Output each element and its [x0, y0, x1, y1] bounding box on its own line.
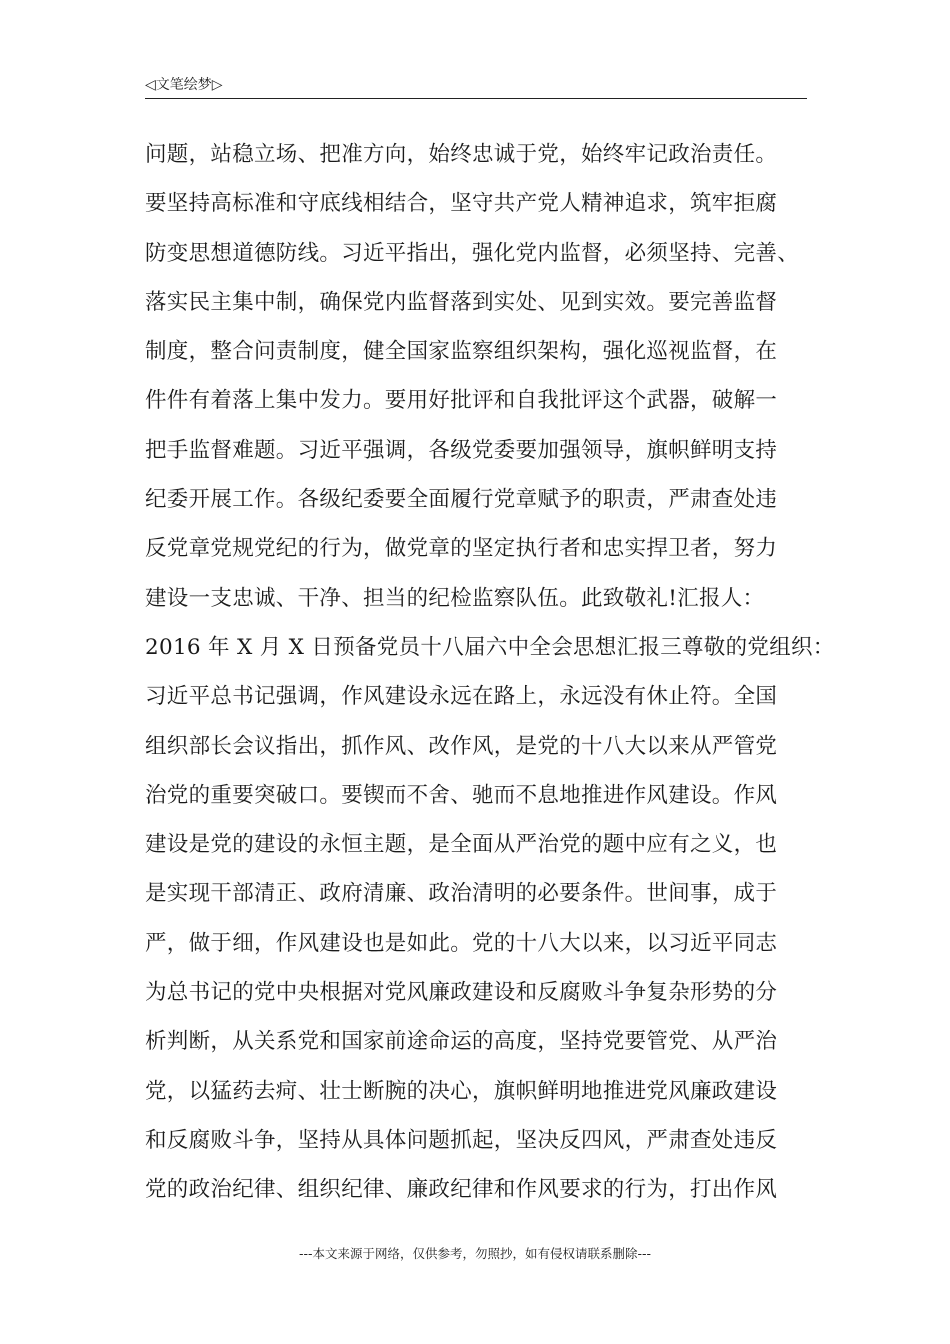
document-body	[145, 130, 835, 1215]
page-footer-disclaimer: ---本文来源于网络，仅供参考，勿照抄，如有侵权请联系删除---	[298, 1246, 652, 1261]
body-line: 2016 年 X 月 X 日预备党员十八届六中全会思想汇报三尊敬的党组织：	[145, 634, 835, 660]
body-line: 落实民主集中制，确保党内监督落到实处、见到实效。要完善监督	[145, 289, 778, 315]
body-line: 党的政治纪律、组织纪律、廉政纪律和作风要求的行为，打出作风	[145, 1177, 778, 1203]
body-line: 纪委开展工作。各级纪委要全面履行党章赋予的职责，严肃查处违	[145, 487, 778, 513]
body-line: 是实现干部清正、政府清廉、政治清明的必要条件。世间事，成于	[145, 881, 778, 907]
body-line: 要坚持高标准和守底线相结合，坚守共产党人精神追求，筑牢拒腐	[145, 191, 778, 217]
body-line: 防变思想道德防线。习近平指出，强化党内监督，必须坚持、完善、	[145, 240, 800, 266]
body-line: 析判断，从关系党和国家前途命运的高度，坚持党要管党、从严治	[145, 1029, 778, 1055]
body-line: 建设是党的建设的永恒主题，是全面从严治党的题中应有之义，也	[145, 832, 778, 858]
body-line: 建设一支忠诚、干净、担当的纪检监察队伍。此致敬礼!汇报人：	[145, 585, 765, 611]
page-header	[145, 76, 807, 99]
body-line: 为总书记的党中央根据对党风廉政建设和反腐败斗争复杂形势的分	[145, 980, 778, 1006]
body-line: 和反腐败斗争，坚持从具体问题抓起，坚决反四风，严肃查处违反	[145, 1127, 778, 1153]
body-line: 严，做于细，作风建设也是如此。党的十八大以来，以习近平同志	[145, 930, 778, 956]
body-line: 制度，整合问责制度，健全国家监察组织架构，强化巡视监督，在	[145, 339, 778, 365]
body-line: 件件有着落上集中发力。要用好批评和自我批评这个武器，破解一	[145, 388, 778, 414]
body-line: 习近平总书记强调，作风建设永远在路上，永远没有休止符。全国	[145, 684, 778, 710]
body-line: 党，以猛药去疴、壮士断腕的决心，旗帜鲜明地推进党风廉政建设	[145, 1078, 778, 1104]
header-title: ◁文笔绘梦▷	[145, 77, 223, 93]
body-line: 组织部长会议指出，抓作风、改作风，是党的十八大以来从严管党	[145, 733, 778, 759]
body-line: 问题，站稳立场、把准方向，始终忠诚于党，始终牢记政治责任。	[145, 142, 778, 167]
body-line: 反党章党规党纪的行为，做党章的坚定执行者和忠实捍卫者，努力	[145, 536, 778, 562]
body-line: 治党的重要突破口。要锲而不舍、驰而不息地推进作风建设。作风	[145, 782, 778, 808]
body-line: 把手监督难题。习近平强调，各级党委要加强领导，旗帜鲜明支持	[145, 437, 778, 463]
